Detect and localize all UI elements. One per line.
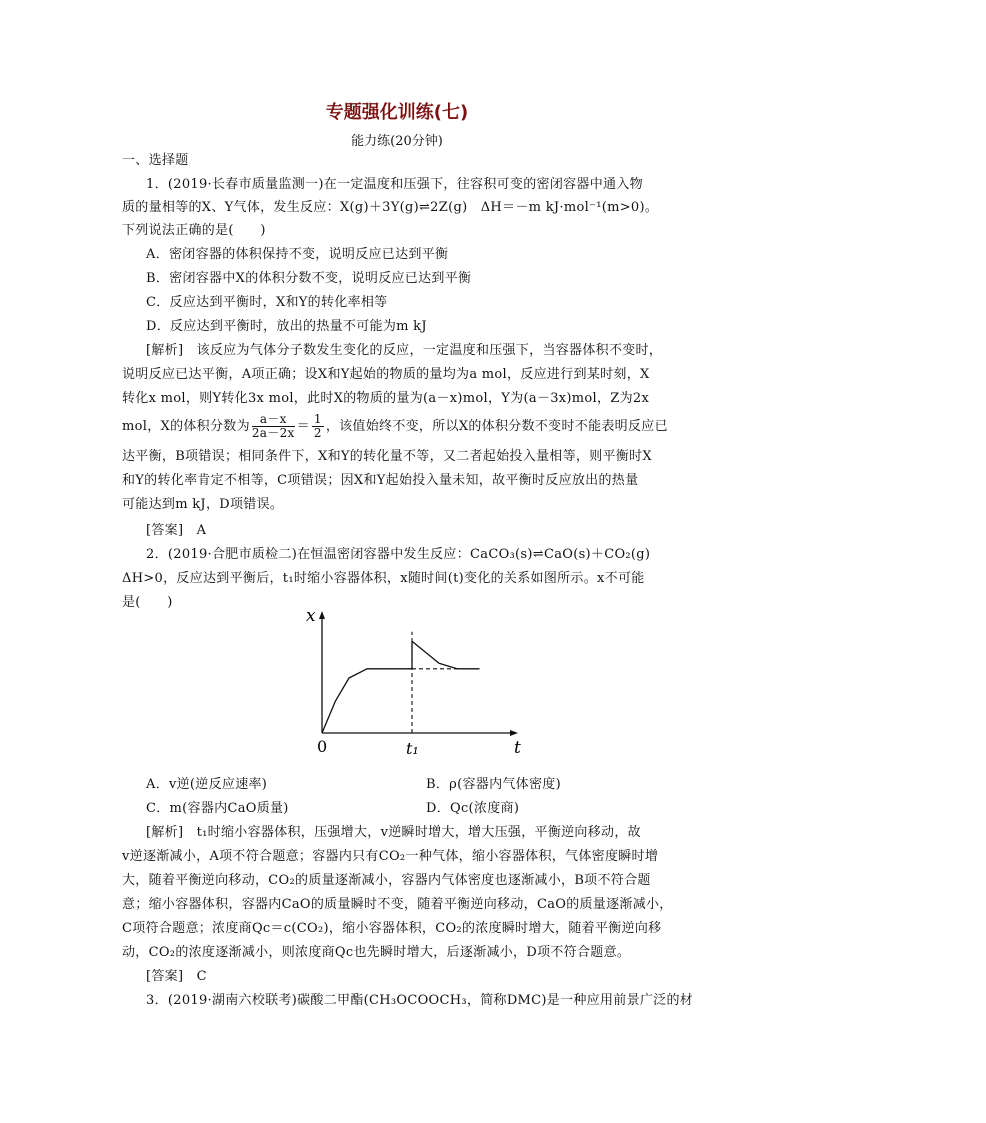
q1-option-c: C．反应达到平衡时，X和Y的转化率相等 bbox=[146, 295, 388, 310]
q3-stem-line1: 3．(2019·湖南六校联考)碳酸二甲酯(CH₃OCOOCH₃，简称DMC)是一种应用前景广泛的材 bbox=[146, 993, 694, 1008]
q1-stem-line1: 1．(2019·长春市质量监测一)在一定温度和压强下，往容积可变的密闭容器中通入物 bbox=[146, 177, 643, 192]
x-vs-t-graph bbox=[300, 606, 521, 765]
q2-analysis-line2: v逆逐渐减小，A项不符合题意；容器内只有CO₂一种气体，缩小容器体积，气体密度瞬时增 bbox=[122, 849, 659, 864]
q1-option-b: B．密闭容器中X的体积分数不变，说明反应已达到平衡 bbox=[146, 271, 472, 286]
section-heading: 一、选择题 bbox=[122, 153, 189, 168]
series-rise-curve bbox=[322, 669, 412, 733]
t1-tick-label: t₁ bbox=[406, 739, 419, 758]
q1-analysis-line4-end: ，该值始终不变，所以X的体积分数不变时不能表明反应已 bbox=[325, 419, 668, 434]
q1-analysis-line6: 和Y的转化率肯定不相等，C项错误；因X和Y起始投入量未知，故平衡时反应放出的热量 bbox=[122, 473, 639, 488]
q1-analysis-line7: 可能达到m kJ，D项错误。 bbox=[122, 497, 284, 512]
fraction-x-volume bbox=[252, 413, 295, 440]
fraction-numerator: a－x bbox=[252, 413, 295, 427]
q1-stem-line3: 下列说法正确的是( ) bbox=[122, 223, 266, 238]
q1-analysis-line1: [解析] 该反应为气体分子数发生变化的反应，一定温度和压强下，当容器体积不变时， bbox=[146, 343, 663, 358]
q1-analysis-line4: mol，X的体积分数为 $\frac{a-x}{2a-2x}$ ＝ $\frac{1}{2}$ ，该值始终不变，所以X的体积分数不变时不能表明反应已 bbox=[122, 412, 668, 440]
q2-analysis-line3: 大，随着平衡逆向移动，CO₂的质量逐渐减小，容器内气体密度也逐渐减小，B项不符合题 bbox=[122, 873, 651, 888]
q2-stem-line1: 2．(2019·合肥市质检二)在恒温密闭容器中发生反应：CaCO₃(s)⇌CaO(s)＋CO₂(g) bbox=[146, 547, 651, 562]
q2-analysis-line6: 动，CO₂的浓度逐渐减小，则浓度商Qc也先瞬时增大，后逐渐减小，D项不符合题意。 bbox=[122, 945, 631, 960]
fraction-one-half bbox=[312, 413, 324, 440]
q2-analysis-line5: C项符合题意；浓度商Qc＝c(CO₂)，缩小容器体积，CO₂的浓度瞬时增大，随着平衡逆向移 bbox=[122, 921, 662, 936]
page-subtitle: 能力练(20分钟) bbox=[351, 134, 443, 149]
y-axis-arrow bbox=[319, 611, 325, 619]
origin-label: 0 bbox=[317, 737, 328, 756]
q2-option-b: B．ρ(容器内气体密度) bbox=[426, 777, 561, 792]
q2-stem-line3: 是( ) bbox=[122, 595, 173, 610]
q1-analysis-line5: 达平衡，B项错误；相同条件下，X和Y的转化量不等，又二者起始投入量相等，则平衡时X bbox=[122, 449, 652, 464]
q2-analysis-line4: 意；缩小容器体积，容器内CaO的质量瞬时不变，随着平衡逆向移动，CaO的质量逐渐减小， bbox=[122, 897, 673, 912]
x-axis-label: t bbox=[514, 738, 521, 758]
fraction-denominator: 2a－2x bbox=[251, 426, 295, 440]
fraction-half-numerator: 1 bbox=[313, 412, 322, 426]
series-after-t1-curve bbox=[412, 641, 480, 669]
q2-stem-line2: ΔH>0，反应达到平衡后，t₁时缩小容器体积，x随时间(t)变化的关系如图所示。x不可能 bbox=[122, 571, 645, 586]
fraction-half-denominator: 2 bbox=[313, 426, 322, 440]
q1-stem-line2: 质的量相等的X、Y气体，发生反应：X(g)＋3Y(g)⇌2Z(g) ΔH＝－m kJ·mol⁻¹(m>0)。 bbox=[122, 200, 659, 215]
page-title: 专题强化训练(七) bbox=[325, 102, 469, 123]
q2-answer: [答案] C bbox=[146, 969, 207, 984]
q1-analysis-line3: 转化x mol，则Y转化3x mol，此时X的物质的量为(a－x)mol，Y为(a－3x)mol，Z为2x bbox=[122, 391, 650, 406]
q2-option-c: C．m(容器内CaO质量) bbox=[146, 801, 289, 816]
x-axis-arrow bbox=[510, 730, 518, 736]
q1-answer: [答案] A bbox=[146, 523, 207, 538]
q1-analysis-line2: 说明反应已达平衡，A项正确；设X和Y起始的物质的量均为a mol，反应进行到某时刻，X bbox=[122, 367, 650, 382]
q2-analysis-line1: [解析] t₁时缩小容器体积，压强增大，v逆瞬时增大，增大压强，平衡逆向移动，故 bbox=[146, 825, 641, 840]
q1-option-d: D．反应达到平衡时，放出的热量不可能为m kJ bbox=[146, 319, 427, 334]
q2-option-d: D．Qc(浓度商) bbox=[426, 801, 520, 816]
q2-option-a: A．v逆(逆反应速率) bbox=[146, 777, 268, 792]
q1-analysis-line4-start: mol，X的体积分数为 bbox=[122, 419, 250, 434]
y-axis-label: x bbox=[306, 606, 316, 626]
q1-option-a: A．密闭容器的体积保持不变，说明反应已达到平衡 bbox=[146, 247, 449, 262]
